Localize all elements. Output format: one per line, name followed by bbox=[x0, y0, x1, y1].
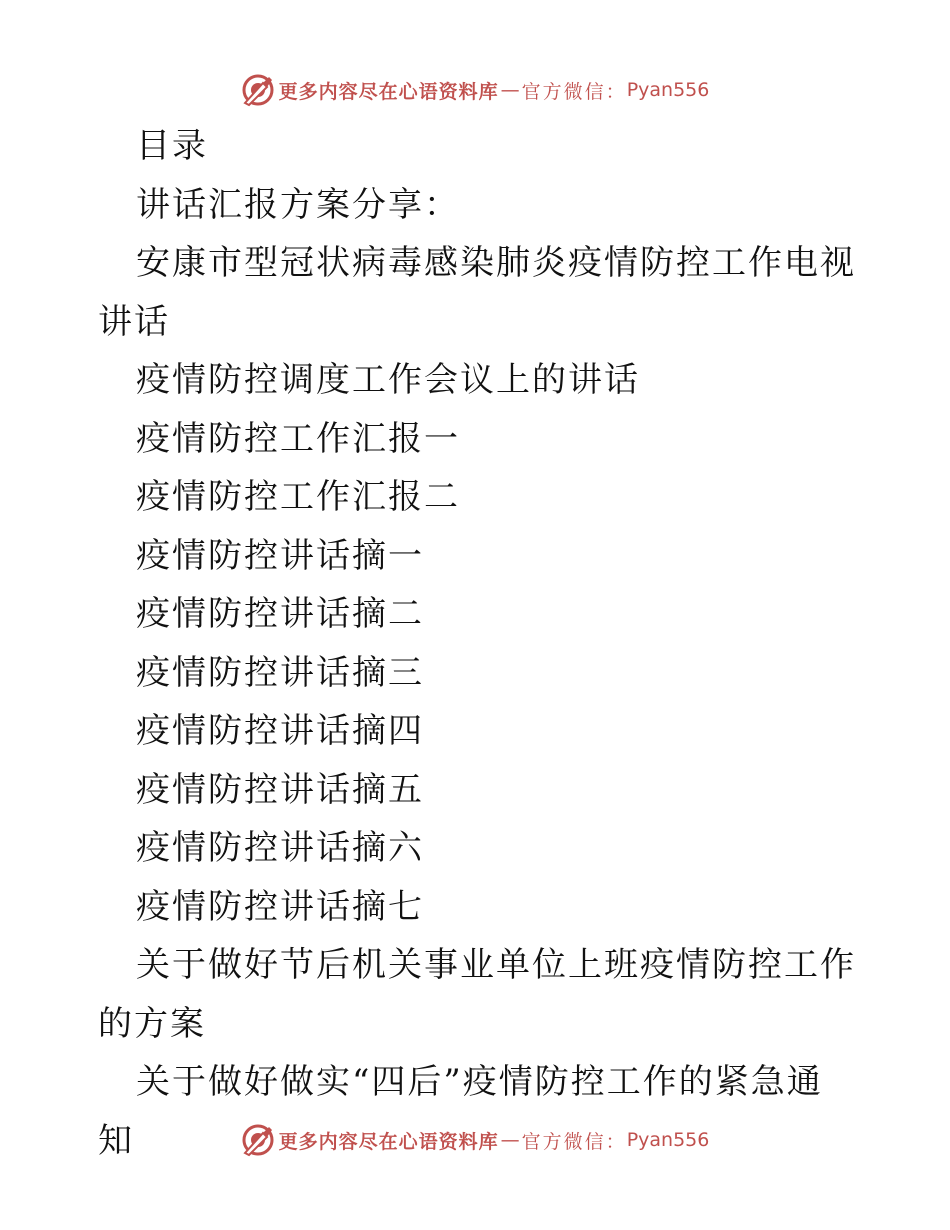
section-heading: 讲话汇报方案分享： bbox=[136, 184, 460, 225]
watermark-wechat-id: Pyan556 bbox=[626, 1129, 710, 1151]
toc-item: 疫情防控讲话摘六 bbox=[136, 828, 424, 868]
toc-item: 疫情防控讲话摘四 bbox=[136, 711, 424, 751]
toc-item: 疫情防控讲话摘二 bbox=[136, 594, 424, 634]
toc-item: 疫情防控工作汇报二 bbox=[136, 477, 460, 517]
watermark-main-text: 更多内容尽在心语资料库 bbox=[278, 1130, 499, 1153]
watermark-sub-text: 官方微信： bbox=[521, 80, 627, 103]
toc-item: 疫情防控讲话摘五 bbox=[136, 769, 424, 810]
toc-item: 疫情防控讲话摘一 bbox=[136, 535, 424, 576]
toc-item: 疫情防控工作汇报一 bbox=[136, 418, 460, 459]
watermark-dash: — bbox=[500, 1129, 520, 1151]
toc-item: 关于做好做实“四后”疫情防控工作的紧急通知 bbox=[98, 1062, 823, 1161]
watermark-wechat-id: Pyan556 bbox=[626, 79, 710, 101]
watermark-sub-text: 官方微信： bbox=[521, 1130, 627, 1153]
toc-title: 目录 bbox=[136, 126, 208, 166]
pen-circle-logo-icon bbox=[241, 1123, 275, 1157]
document-body bbox=[98, 117, 858, 1170]
watermark-header bbox=[0, 70, 950, 110]
toc-item: 安康市型冠状病毒感染肺炎疫情防控工作电视讲话 bbox=[98, 243, 856, 342]
toc-item: 疫情防控讲话摘三 bbox=[136, 652, 424, 693]
watermark-footer bbox=[0, 1120, 950, 1160]
toc-item: 关于做好节后机关事业单位上班疫情防控工作的方案 bbox=[98, 945, 856, 1044]
watermark-dash: — bbox=[500, 79, 520, 101]
watermark-main-text: 更多内容尽在心语资料库 bbox=[278, 80, 499, 103]
toc-item: 疫情防控调度工作会议上的讲话 bbox=[136, 360, 640, 400]
pen-circle-logo-icon bbox=[241, 73, 275, 107]
toc-item: 疫情防控讲话摘七 bbox=[136, 886, 424, 927]
